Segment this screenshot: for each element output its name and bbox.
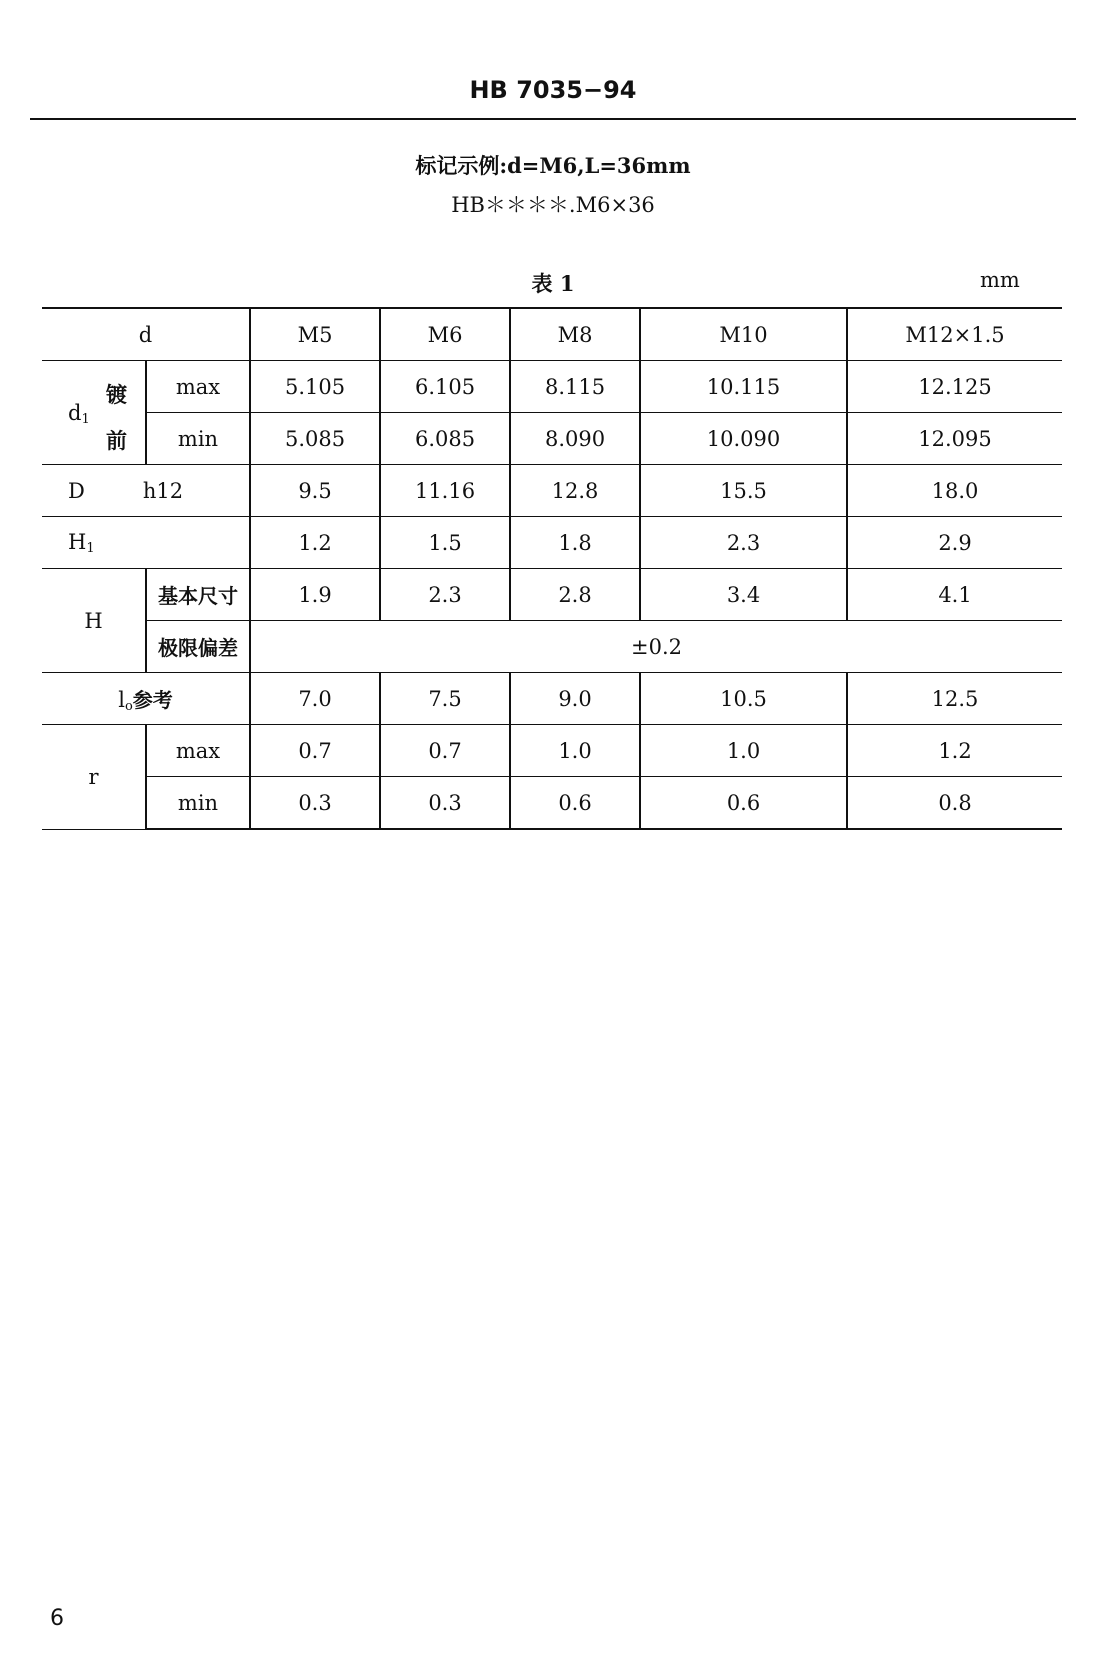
cell: 10.5 [640,673,847,725]
label-d1: $d_1$ [68,401,90,427]
cell: 12.125 [847,361,1062,413]
cell: 11.16 [380,465,510,517]
cell: 8.090 [510,413,640,465]
cell: 2.3 [640,517,847,569]
cell: 1.2 [847,725,1062,777]
table-row-D-h12 [42,465,1062,517]
table-row-H-basic [42,569,1062,621]
label-l0-ref: $l_o$参考 [42,673,250,725]
col-header-m12: M12×1.5 [847,308,1062,361]
label-H: H [42,569,146,673]
table-row-d1-max [42,361,1062,413]
document-code: HB 7035−94 [469,76,637,104]
label-d1-plated [42,361,146,465]
label-H1: $H_1$ [42,517,250,569]
col-header-m8: M8 [510,308,640,361]
table-row-r-min [42,777,1062,830]
cell: 1.0 [640,725,847,777]
cell: 9.0 [510,673,640,725]
label-min: min [146,413,250,465]
table-unit: mm [980,268,1020,292]
cell: 0.3 [250,777,380,830]
table-row-d1-min [42,413,1062,465]
cell: 12.8 [510,465,640,517]
label-max: max [146,725,250,777]
label-plated-2: 前 [106,428,127,453]
table-row-H-tolerance [42,621,1062,673]
label-tolerance: 极限偏差 [146,621,250,673]
cell: 12.095 [847,413,1062,465]
label-min: min [146,777,250,830]
cell: 18.0 [847,465,1062,517]
cell: 12.5 [847,673,1062,725]
cell: 2.9 [847,517,1062,569]
cell: 7.0 [250,673,380,725]
label-max: max [146,361,250,413]
cell: 1.0 [510,725,640,777]
cell: 1.5 [380,517,510,569]
label-plated-1: 镀 [106,382,127,407]
table-row-r-max [42,725,1062,777]
page-number: 6 [50,1606,64,1631]
cell: 6.085 [380,413,510,465]
label-basic-size: 基本尺寸 [146,569,250,621]
cell: 1.2 [250,517,380,569]
cell-tolerance: ±0.2 [250,621,1062,673]
cell: 0.3 [380,777,510,830]
cell: 10.090 [640,413,847,465]
cell: 1.8 [510,517,640,569]
cell: 4.1 [847,569,1062,621]
table-row-H1 [42,517,1062,569]
label-r: r [42,725,146,830]
label-d: d [42,308,250,361]
cell: 10.115 [640,361,847,413]
header-rule [30,118,1076,120]
cell: 2.3 [380,569,510,621]
cell: 8.115 [510,361,640,413]
cell: 0.7 [380,725,510,777]
spec-table [42,307,1062,830]
table-row-l0 [42,673,1062,725]
cell: 5.105 [250,361,380,413]
cell: 0.7 [250,725,380,777]
col-header-m5: M5 [250,308,380,361]
cell: 0.8 [847,777,1062,830]
cell: 9.5 [250,465,380,517]
cell: 6.105 [380,361,510,413]
table-row-header [42,308,1062,361]
cell: 15.5 [640,465,847,517]
cell: 0.6 [510,777,640,830]
marking-example-line2: HB＊＊＊＊.M6×36 [451,193,655,217]
cell: 0.6 [640,777,847,830]
label-D-h12: D h12 [42,465,250,517]
cell: 7.5 [380,673,510,725]
cell: 2.8 [510,569,640,621]
col-header-m6: M6 [380,308,510,361]
cell: 1.9 [250,569,380,621]
marking-example-line1: 标记示例:d=M6,L=36mm [415,153,691,178]
col-header-m10: M10 [640,308,847,361]
table-caption: 表 1 [531,271,575,296]
cell: 3.4 [640,569,847,621]
cell: 5.085 [250,413,380,465]
